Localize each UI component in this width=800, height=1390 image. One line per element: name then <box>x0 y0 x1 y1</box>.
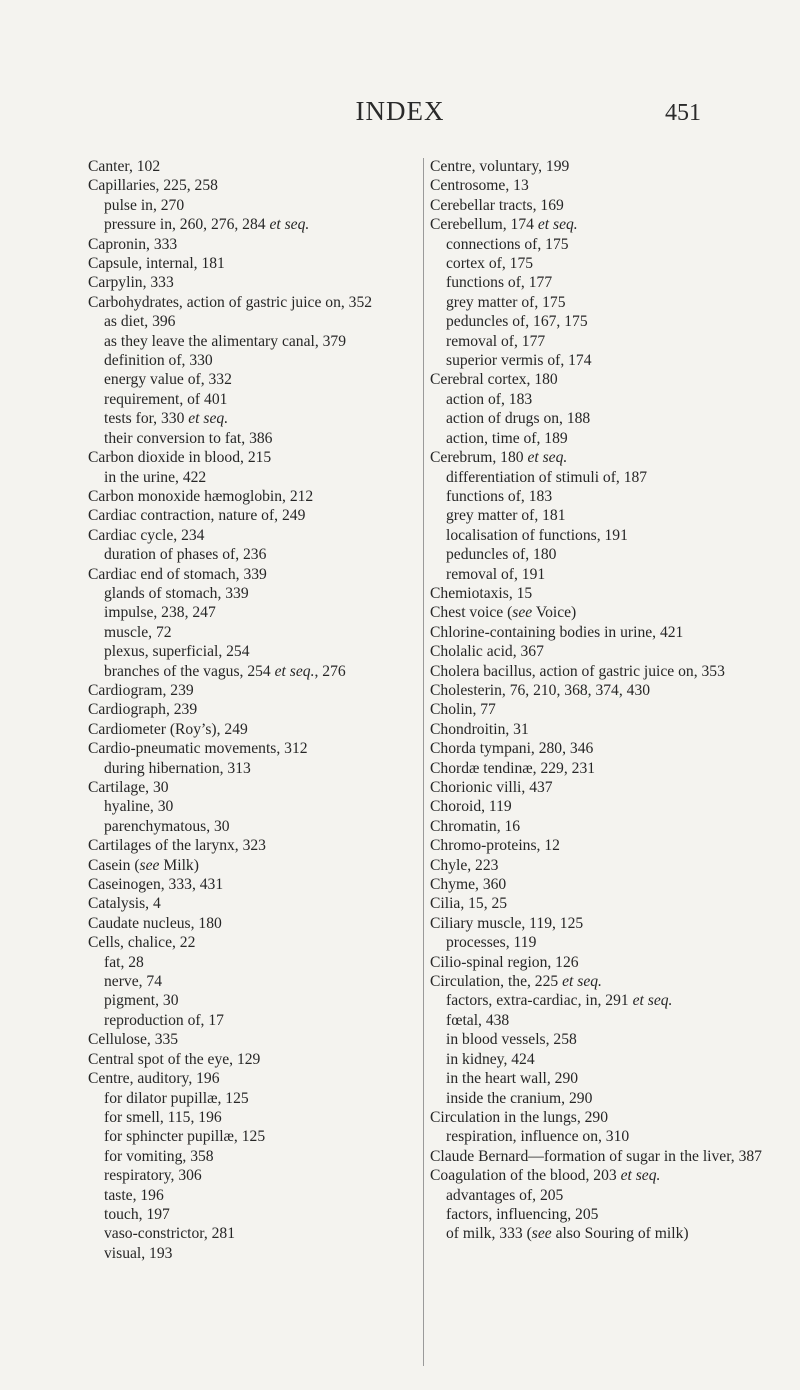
entry-text: grey matter of, 181 <box>446 507 566 525</box>
entry-text: Carbon dioxide in blood, 215 <box>88 449 272 467</box>
entry-text: Circulation in the lungs, 290 <box>430 1108 609 1126</box>
index-subentry <box>430 293 780 312</box>
entry-text: nerve, 74 <box>104 973 163 991</box>
entry-text: for smell, 115, 196 <box>104 1108 222 1126</box>
entry-text: Cerebral cortex, 180 <box>430 371 558 389</box>
entry-text: Centre, voluntary, 199 <box>430 158 570 175</box>
entry-text: pressure in, 260, 276, 284 <box>104 216 270 234</box>
entry-text: also Souring of milk) <box>551 1225 689 1243</box>
entry-text: Cardio-pneumatic movements, 312 <box>88 740 308 758</box>
entry-text: inside the cranium, 290 <box>446 1089 593 1107</box>
entry-text: their conversion to fat, 386 <box>104 429 273 447</box>
entry-text: Carbon monoxide hæmoglobin, 212 <box>88 487 314 505</box>
entry-italic-text: et seq. <box>527 449 568 467</box>
index-subentry <box>430 1205 780 1224</box>
entry-text: factors, influencing, 205 <box>446 1205 599 1223</box>
entry-italic-text: et seq. <box>188 410 229 428</box>
page-number: 451 <box>665 100 701 126</box>
entry-text: tests for, 330 <box>104 410 189 428</box>
entry-text: pulse in, 270 <box>104 196 185 214</box>
index-entry <box>430 370 780 389</box>
column-divider <box>423 158 424 1366</box>
index-column-right <box>430 157 780 1244</box>
entry-text: as diet, 396 <box>104 313 176 331</box>
entry-text: glands of stomach, 339 <box>104 584 249 602</box>
entry-text: action of, 183 <box>446 390 533 408</box>
entry-text: Ciliary muscle, 119, 125 <box>430 914 584 932</box>
index-entry <box>430 953 780 972</box>
entry-text: Carpylin, 333 <box>88 274 174 292</box>
entry-text: Cartilage, 30 <box>88 779 169 796</box>
entry-text: respiratory, 306 <box>104 1167 202 1185</box>
entry-text: Cerebrum, 180 <box>430 449 528 467</box>
entry-text: Cholin, 77 <box>430 701 496 719</box>
index-subentry <box>430 235 780 254</box>
entry-text: Chondroitin, 31 <box>430 720 529 738</box>
index-entry <box>430 681 780 700</box>
entry-text: superior vermis of, 174 <box>446 352 592 370</box>
entry-text: hyaline, 30 <box>104 798 174 816</box>
entry-text: Carbohydrates, action of gastric juice on, 352 <box>88 293 373 311</box>
entry-text: grey matter of, 175 <box>446 293 566 311</box>
entry-text: requirement, of 401 <box>104 390 228 408</box>
entry-text: Capillaries, 225, 258 <box>88 177 218 195</box>
entry-text: Cardiac end of stomach, 339 <box>88 565 267 583</box>
entry-text: peduncles of, 180 <box>446 546 557 564</box>
entry-italic-text: et seq. <box>620 1167 661 1185</box>
entry-text: for sphincter pupillæ, 125 <box>104 1128 266 1146</box>
index-subentry <box>430 933 780 952</box>
entry-text: functions of, 183 <box>446 487 553 505</box>
index-subentry <box>430 312 780 331</box>
index-entry <box>430 720 780 739</box>
entry-text: Cilia, 15, 25 <box>430 895 508 913</box>
index-subentry <box>430 1011 780 1030</box>
entry-text: Chlorine-containing bodies in urine, 421 <box>430 623 684 641</box>
entry-text: in the heart wall, 290 <box>446 1070 579 1088</box>
index-entry <box>430 157 780 176</box>
entry-text: Cellulose, 335 <box>88 1031 179 1049</box>
entry-text: for vomiting, 358 <box>104 1147 214 1165</box>
entry-italic-text: et seq. <box>537 216 578 234</box>
index-entry <box>430 972 780 991</box>
page-title: INDEX <box>355 96 445 126</box>
entry-text: branches of the vagus, 254 <box>104 662 275 680</box>
entry-text: Chyle, 223 <box>430 856 499 874</box>
entry-text: Cardiograph, 239 <box>88 701 198 719</box>
index-subentry <box>430 351 780 370</box>
entry-text: Chest voice ( <box>430 604 513 622</box>
index-entry <box>430 875 780 894</box>
entry-italic-text: see <box>531 1225 552 1243</box>
entry-text: Caseinogen, 333, 431 <box>88 876 224 894</box>
entry-text: of milk, 333 ( <box>446 1225 532 1243</box>
entry-italic-text: et seq. <box>274 662 315 680</box>
entry-text: factors, extra-cardiac, in, 291 <box>446 992 633 1010</box>
index-subentry <box>430 429 780 448</box>
entry-text: Claude Bernard—formation of sugar in the liver, 387 <box>430 1147 762 1165</box>
index-entry <box>430 739 780 758</box>
entry-text: Voice) <box>532 604 577 622</box>
index-entry <box>430 196 780 215</box>
entry-text: in the urine, 422 <box>104 468 207 486</box>
index-entry <box>430 623 780 642</box>
index-subentry <box>430 1224 780 1243</box>
entry-text: energy value of, 332 <box>104 371 232 389</box>
entry-text: Central spot of the eye, 129 <box>88 1050 261 1068</box>
entry-text: Caudate nucleus, 180 <box>88 914 222 932</box>
index-entry <box>430 176 780 195</box>
entry-text: Casein ( <box>88 856 140 874</box>
index-subentry <box>430 1050 780 1069</box>
entry-text: Cholalic acid, 367 <box>430 643 544 661</box>
entry-text: touch, 197 <box>104 1205 170 1223</box>
index-entry <box>430 914 780 933</box>
entry-text: Chorda tympani, 280, 346 <box>430 740 594 758</box>
entry-text: Cholera bacillus, action of gastric juice on, 353 <box>430 662 725 680</box>
entry-text: as they leave the alimentary canal, 379 <box>104 332 347 350</box>
entry-text: fœtal, 438 <box>446 1011 510 1029</box>
index-entry <box>430 1108 780 1127</box>
index-entry <box>430 700 780 719</box>
entry-text: cortex of, 175 <box>446 255 534 273</box>
index-entry <box>430 448 780 467</box>
entry-text: Chemiotaxis, 15 <box>430 584 533 602</box>
index-entry <box>430 759 780 778</box>
entry-text: Capronin, 333 <box>88 235 178 253</box>
entry-text: Cardiogram, 239 <box>88 681 194 699</box>
index-subentry <box>430 545 780 564</box>
index-subentry <box>430 273 780 292</box>
entry-text: visual, 193 <box>104 1244 173 1262</box>
index-subentry <box>430 1186 780 1205</box>
entry-text: Centre, auditory, 196 <box>88 1070 220 1088</box>
index-entry <box>430 797 780 816</box>
index-subentry <box>430 1030 780 1049</box>
entry-text: differentiation of stimuli of, 187 <box>446 468 648 486</box>
index-subentry <box>430 1089 780 1108</box>
entry-text: Cerebellum, 174 <box>430 216 538 234</box>
entry-text: Chromatin, 16 <box>430 817 521 835</box>
entry-text: Chyme, 360 <box>430 876 507 894</box>
entry-text: taste, 196 <box>104 1186 164 1204</box>
entry-text: respiration, influence on, 310 <box>446 1128 630 1146</box>
index-subentry <box>430 468 780 487</box>
entry-text: localisation of functions, 191 <box>446 526 628 544</box>
page-header <box>0 96 800 130</box>
entry-text: connections of, 175 <box>446 235 569 253</box>
entry-text: during hibernation, 313 <box>104 759 251 777</box>
entry-text: in blood vessels, 258 <box>446 1031 577 1049</box>
index-entry <box>430 584 780 603</box>
entry-text: parenchymatous, 30 <box>104 817 230 835</box>
entry-text: Capsule, internal, 181 <box>88 255 225 273</box>
entry-text: for dilator pupillæ, 125 <box>104 1089 249 1107</box>
entry-text: muscle, 72 <box>104 623 172 641</box>
entry-text: Milk) <box>159 856 199 874</box>
entry-text: reproduction of, 17 <box>104 1011 224 1029</box>
index-subentry <box>430 390 780 409</box>
entry-text: functions of, 177 <box>446 274 553 292</box>
entry-text: , 276 <box>314 662 346 680</box>
index-subentry <box>430 1127 780 1146</box>
index-subentry <box>430 254 780 273</box>
entry-italic-text: et seq. <box>269 216 310 234</box>
index-entry <box>430 1166 780 1185</box>
entry-italic-text: see <box>512 604 533 622</box>
entry-text: plexus, superficial, 254 <box>104 643 250 661</box>
entry-text: Cartilages of the larynx, 323 <box>88 837 266 855</box>
entry-text: definition of, 330 <box>104 352 213 370</box>
entry-text: Coagulation of the blood, 203 <box>430 1167 621 1185</box>
index-subentry <box>430 1069 780 1088</box>
entry-text: Choroid, 119 <box>430 798 512 816</box>
entry-text: Centrosome, 13 <box>430 177 529 195</box>
entry-text: action of drugs on, 188 <box>446 410 591 428</box>
entry-text: Cholesterin, 76, 210, 368, 374, 430 <box>430 681 651 699</box>
entry-italic-text: et seq. <box>562 973 602 991</box>
index-entry <box>430 894 780 913</box>
entry-text: removal of, 191 <box>446 565 546 583</box>
entry-text: in kidney, 424 <box>446 1050 535 1068</box>
index-entry <box>430 215 780 234</box>
entry-text: Chordæ tendinæ, 229, 231 <box>430 759 596 777</box>
index-entry <box>430 836 780 855</box>
entry-text: Circulation, the, 225 <box>430 973 563 991</box>
entry-italic-text: see <box>139 856 160 874</box>
index-entry <box>430 662 780 681</box>
entry-text: action, time of, 189 <box>446 429 568 447</box>
entry-text: Cerebellar tracts, 169 <box>430 196 564 214</box>
entry-text: Cardiometer (Roy’s), 249 <box>88 720 248 738</box>
index-entry <box>430 778 780 797</box>
entry-text: Chorionic villi, 437 <box>430 779 553 796</box>
entry-text: Cardiac cycle, 234 <box>88 526 205 544</box>
entry-text: pigment, 30 <box>104 992 179 1010</box>
entry-text: impulse, 238, 247 <box>104 604 216 622</box>
entry-text: Catalysis, 4 <box>88 895 161 913</box>
entry-text: Cells, chalice, 22 <box>88 934 196 952</box>
index-subentry <box>430 332 780 351</box>
entry-text: Canter, 102 <box>88 158 161 175</box>
entry-text: vaso-constrictor, 281 <box>104 1225 236 1243</box>
entry-italic-text: et seq. <box>632 992 673 1010</box>
index-entry <box>430 1147 780 1166</box>
index-subentry <box>430 409 780 428</box>
entry-text: removal of, 177 <box>446 332 546 350</box>
index-entry <box>430 856 780 875</box>
entry-text: advantages of, 205 <box>446 1186 564 1204</box>
entry-text: Chromo-proteins, 12 <box>430 837 560 855</box>
entry-text: Cilio-spinal region, 126 <box>430 953 579 971</box>
index-entry <box>430 642 780 661</box>
entry-text: processes, 119 <box>446 934 537 952</box>
index-subentry <box>430 487 780 506</box>
entry-text: fat, 28 <box>104 953 144 971</box>
entry-text: Cardiac contraction, nature of, 249 <box>88 507 306 525</box>
index-subentry <box>430 506 780 525</box>
index-subentry <box>430 565 780 584</box>
entry-text: peduncles of, 167, 175 <box>446 313 588 331</box>
index-entry <box>430 817 780 836</box>
index-entry <box>430 603 780 622</box>
index-subentry <box>430 526 780 545</box>
index-subentry <box>430 991 780 1010</box>
entry-text: duration of phases of, 236 <box>104 546 267 564</box>
